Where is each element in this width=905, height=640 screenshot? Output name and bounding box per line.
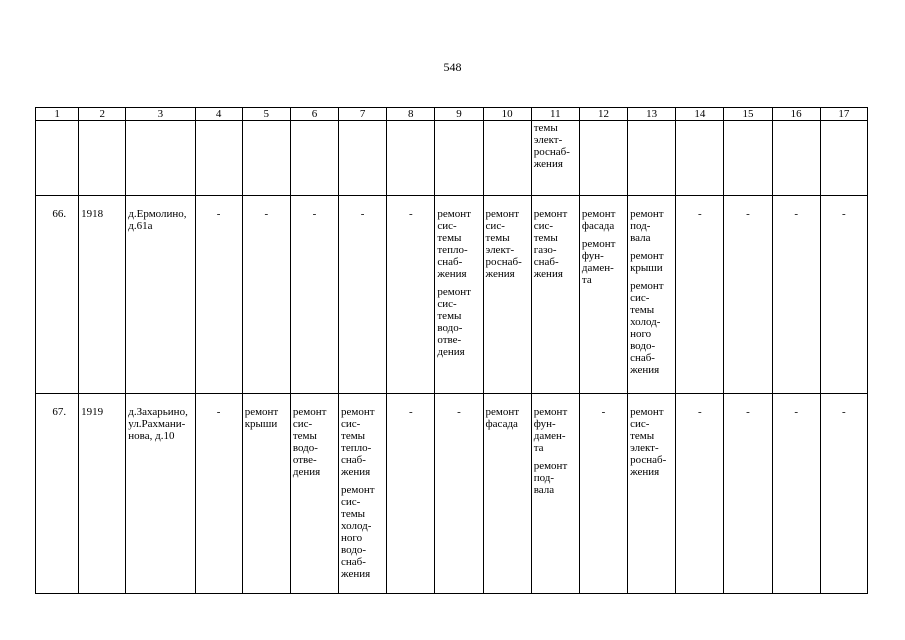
text-line: сис-: [341, 418, 361, 430]
column-number: 6: [290, 108, 338, 121]
repair-cell: [628, 394, 676, 594]
repair-item: [630, 250, 673, 274]
text-line: под-: [533, 472, 555, 484]
text-line: темы: [292, 430, 317, 442]
column-number: 13: [628, 108, 676, 121]
text-line: темы: [533, 122, 558, 134]
table-row-continuation: [36, 121, 868, 196]
text-line: ул.Рахмани-: [128, 418, 186, 430]
repair-item: [341, 484, 384, 580]
text-line: ремонт: [485, 208, 520, 220]
repair-item: [630, 208, 673, 244]
text-line: ремонт: [581, 208, 616, 220]
text-line: жения: [437, 268, 467, 280]
cell-value: -: [724, 196, 772, 394]
text-line: ремонт: [630, 280, 664, 292]
column-number: 2: [79, 108, 126, 121]
column-number: 11: [531, 108, 579, 121]
column-number: 12: [579, 108, 627, 121]
text-line: снаб-: [341, 454, 366, 466]
text-line: ремонт: [341, 406, 375, 418]
column-number: 1: [36, 108, 79, 121]
text-line: роснаб-: [630, 454, 667, 466]
text-line: снаб-: [341, 556, 366, 568]
text-line: роснаб-: [485, 256, 522, 268]
text-line: ремонт: [533, 208, 568, 220]
text-line: снаб-: [437, 256, 463, 268]
column-number: 4: [195, 108, 242, 121]
text-line: ремонт: [533, 460, 568, 472]
text-line: фасада: [485, 418, 518, 430]
text-line: темы: [630, 304, 655, 316]
text-line: отве-: [292, 454, 317, 466]
text-line: ремонт: [244, 406, 279, 418]
text-line: газо-: [533, 244, 557, 256]
page-number: 548: [443, 60, 462, 74]
column-number: 15: [724, 108, 772, 121]
column-number: 3: [126, 108, 195, 121]
text-line: вала: [630, 232, 651, 244]
text-line: ремонт: [437, 286, 471, 298]
text-line: жения: [341, 568, 371, 580]
text-line: ремонт: [292, 406, 327, 418]
text-line: сис-: [341, 496, 361, 508]
text-line: жения: [533, 158, 563, 170]
text-line: тепло-: [341, 442, 372, 454]
repair-cell: [290, 394, 338, 594]
text-line: ремонт: [437, 208, 471, 220]
repair-item: [582, 208, 625, 232]
column-number: 14: [676, 108, 724, 121]
text-line: темы: [630, 430, 655, 442]
text-line: тепло-: [437, 244, 468, 256]
text-line: фун-: [533, 418, 556, 430]
cell-value: -: [339, 196, 387, 394]
text-line: сис-: [437, 298, 457, 310]
text-line: сис-: [533, 220, 554, 232]
text-line: темы: [485, 232, 510, 244]
building-code: 1919: [79, 394, 126, 594]
cell-value: -: [290, 196, 338, 394]
repair-cell: [628, 196, 676, 394]
text-line: ремонт: [533, 406, 568, 418]
column-number: 5: [242, 108, 290, 121]
repair-item: [341, 406, 384, 478]
text-line: сис-: [630, 418, 650, 430]
text-line: д.Захарьино,: [128, 406, 188, 418]
text-line: дения: [292, 466, 321, 478]
text-line: фун-: [581, 250, 604, 262]
repair-cell: [242, 394, 290, 594]
repair-item: [534, 406, 577, 454]
text-line: та: [581, 274, 592, 286]
text-line: темы: [437, 310, 462, 322]
cell-value: -: [387, 394, 435, 594]
column-number: 10: [483, 108, 531, 121]
text-line: нова, д.10: [128, 430, 175, 442]
text-line: ремонт: [630, 208, 664, 220]
text-line: ного: [341, 532, 363, 544]
text-line: темы: [437, 232, 462, 244]
cell-value: -: [579, 394, 627, 594]
text-line: водо-: [630, 340, 656, 352]
column-number: 17: [820, 108, 867, 121]
building-code: 1918: [79, 196, 126, 394]
cell-value: -: [772, 394, 820, 594]
text-line: жения: [485, 268, 515, 280]
building-address: [126, 394, 195, 594]
text-line: отве-: [437, 334, 462, 346]
column-number: 8: [387, 108, 435, 121]
repair-cell: [531, 394, 579, 594]
repair-cell: [531, 196, 579, 394]
text-line: фасада: [581, 220, 615, 232]
repair-cell: [483, 394, 531, 594]
building-address: [126, 196, 195, 394]
column-number: 7: [339, 108, 387, 121]
text-line: ремонт: [341, 484, 375, 496]
cell-value: -: [676, 196, 724, 394]
text-line: д.61а: [128, 220, 153, 232]
text-line: та: [533, 442, 544, 454]
text-line: темы: [341, 508, 366, 520]
text-line: сис-: [485, 220, 505, 232]
text-line: ремонт: [630, 406, 664, 418]
text-line: элект-: [533, 134, 563, 146]
text-line: дения: [437, 346, 465, 358]
repair-cell: [483, 196, 531, 394]
text-line: темы: [533, 232, 558, 244]
column-number-row: [36, 108, 868, 121]
cell-value: -: [772, 196, 820, 394]
text-line: темы: [341, 430, 366, 442]
row-number: 67.: [36, 394, 79, 594]
repair-item: [437, 286, 480, 358]
text-line: вала: [533, 484, 555, 496]
text-line: сис-: [630, 292, 650, 304]
text-line: водо-: [292, 442, 318, 454]
text-line: снаб-: [533, 256, 559, 268]
text-line: д.Ермолино,: [128, 208, 187, 220]
repair-item: [630, 280, 673, 376]
cell-value: -: [242, 196, 290, 394]
text-line: сис-: [292, 418, 313, 430]
repair-item: [582, 238, 625, 286]
text-line: ремонт: [581, 238, 616, 250]
repair-schedule-table: [35, 107, 868, 594]
table-row: [36, 196, 868, 394]
repair-cell: [579, 196, 627, 394]
text-line: водо-: [437, 322, 463, 334]
text-line: холод-: [630, 316, 661, 328]
cell-value: -: [195, 196, 242, 394]
cell-value: -: [676, 394, 724, 594]
cell-value: -: [820, 394, 867, 594]
text-line: дамен-: [581, 262, 614, 274]
cell-value: -: [724, 394, 772, 594]
cell-value: -: [820, 196, 867, 394]
text-line: холод-: [341, 520, 372, 532]
text-line: ного: [630, 328, 652, 340]
text-line: снаб-: [630, 352, 655, 364]
text-line: жения: [341, 466, 371, 478]
repair-item: [437, 208, 480, 280]
text-line: водо-: [341, 544, 367, 556]
repair-cell: [435, 196, 483, 394]
text-line: дамен-: [533, 430, 566, 442]
row-number: 66.: [36, 196, 79, 394]
cell-value: -: [195, 394, 242, 594]
text-line: жения: [630, 466, 660, 478]
text-line: ремонт: [630, 250, 664, 262]
text-line: крыши: [244, 418, 278, 430]
continued-cell: [531, 121, 579, 196]
text-line: сис-: [437, 220, 457, 232]
text-line: роснаб-: [533, 146, 570, 158]
text-line: под-: [630, 220, 651, 232]
text-line: элект-: [630, 442, 659, 454]
text-line: крыши: [630, 262, 663, 274]
table-row: [36, 394, 868, 594]
column-number: 9: [435, 108, 483, 121]
text-line: жения: [630, 364, 660, 376]
text-line: элект-: [485, 244, 515, 256]
cell-value: -: [387, 196, 435, 394]
column-number: 16: [772, 108, 820, 121]
text-line: жения: [533, 268, 563, 280]
text-line: ремонт: [485, 406, 520, 418]
cell-value: -: [435, 394, 483, 594]
repair-item: [534, 460, 577, 496]
repair-cell: [339, 394, 387, 594]
